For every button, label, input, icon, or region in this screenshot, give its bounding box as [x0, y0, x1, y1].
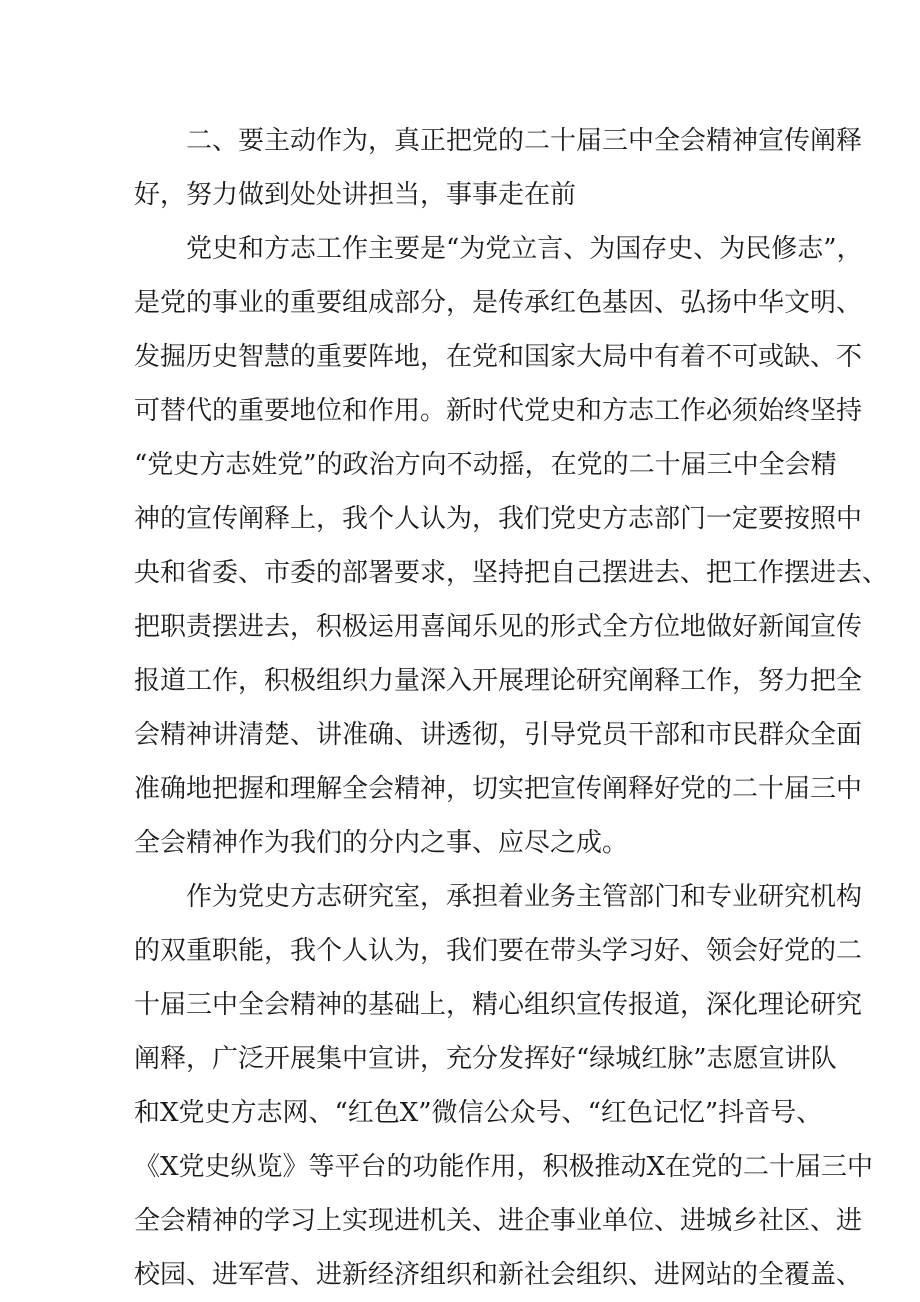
paragraph-line: 报道工作，积极组织力量深入开展理论研究阐释工作，努力把全: [134, 666, 863, 696]
section-heading: [134, 114, 863, 222]
paragraph-line: 会精神讲清楚、讲准确、讲透彻，引导党员干部和市民群众全面: [134, 720, 863, 750]
paragraph: [134, 870, 874, 1302]
paragraph-line: “党史方志姓党”的政治方向不动摇，在党的二十届三中全会精: [134, 450, 837, 480]
paragraph-line: 党史和方志工作主要是“为党立言、为国存史、为民修志”，: [186, 234, 863, 264]
heading-line: 二、要主动作为，真正把党的二十届三中全会精神宣传阐释: [186, 126, 863, 156]
paragraph-line: 校园、进军营、进新经济组织和新社会组织、进网站的全覆盖、: [134, 1260, 863, 1290]
paragraph-line: 神的宣传阐释上，我个人认为，我们党史方志部门一定要按照中: [134, 504, 863, 534]
paragraph: [134, 222, 889, 870]
paragraph-line: 阐释，广泛开展集中宣讲，充分发挥好“绿城红脉”志愿宣讲队: [134, 1044, 837, 1074]
heading-line: 好，努力做到处处讲担当，事事走在前: [134, 180, 577, 210]
paragraph-line: 把职责摆进去，积极运用喜闻乐见的形式全方位地做好新闻宣传: [134, 612, 863, 642]
paragraph-line: 发掘历史智慧的重要阵地，在党和国家大局中有着不可或缺、不: [134, 342, 863, 372]
paragraph-line: 准确地把握和理解全会精神，切实把宣传阐释好党的二十届三中: [134, 774, 863, 804]
document-body: [134, 114, 889, 1302]
paragraph-line: 全会精神的学习上实现进机关、进企事业单位、进城乡社区、进: [134, 1206, 863, 1236]
paragraph-line: 的双重职能，我个人认为，我们要在带头学习好、领会好党的二: [134, 936, 863, 966]
paragraph-line: 作为党史方志研究室，承担着业务主管部门和专业研究机构: [186, 882, 863, 912]
paragraph-line: 央和省委、市委的部署要求，坚持把自己摆进去、把工作摆进去、: [134, 558, 889, 588]
paragraph-line: 《X党史纵览》等平台的功能作用，积极推动X在党的二十届三中: [134, 1152, 874, 1182]
paragraph-line: 全会精神作为我们的分内之事、应尽之成。: [134, 828, 629, 858]
paragraph-line: 十届三中全会精神的基础上，精心组织宣传报道，深化理论研究: [134, 990, 863, 1020]
paragraph-line: 是党的事业的重要组成部分，是传承红色基因、弘扬中华文明、: [134, 288, 863, 318]
paragraph-line: 可替代的重要地位和作用。新时代党史和方志工作必须始终坚持: [134, 396, 863, 426]
paragraph-line: 和X党史方志网、“红色X”微信公众号、“红色记忆”抖音号、: [134, 1098, 823, 1128]
